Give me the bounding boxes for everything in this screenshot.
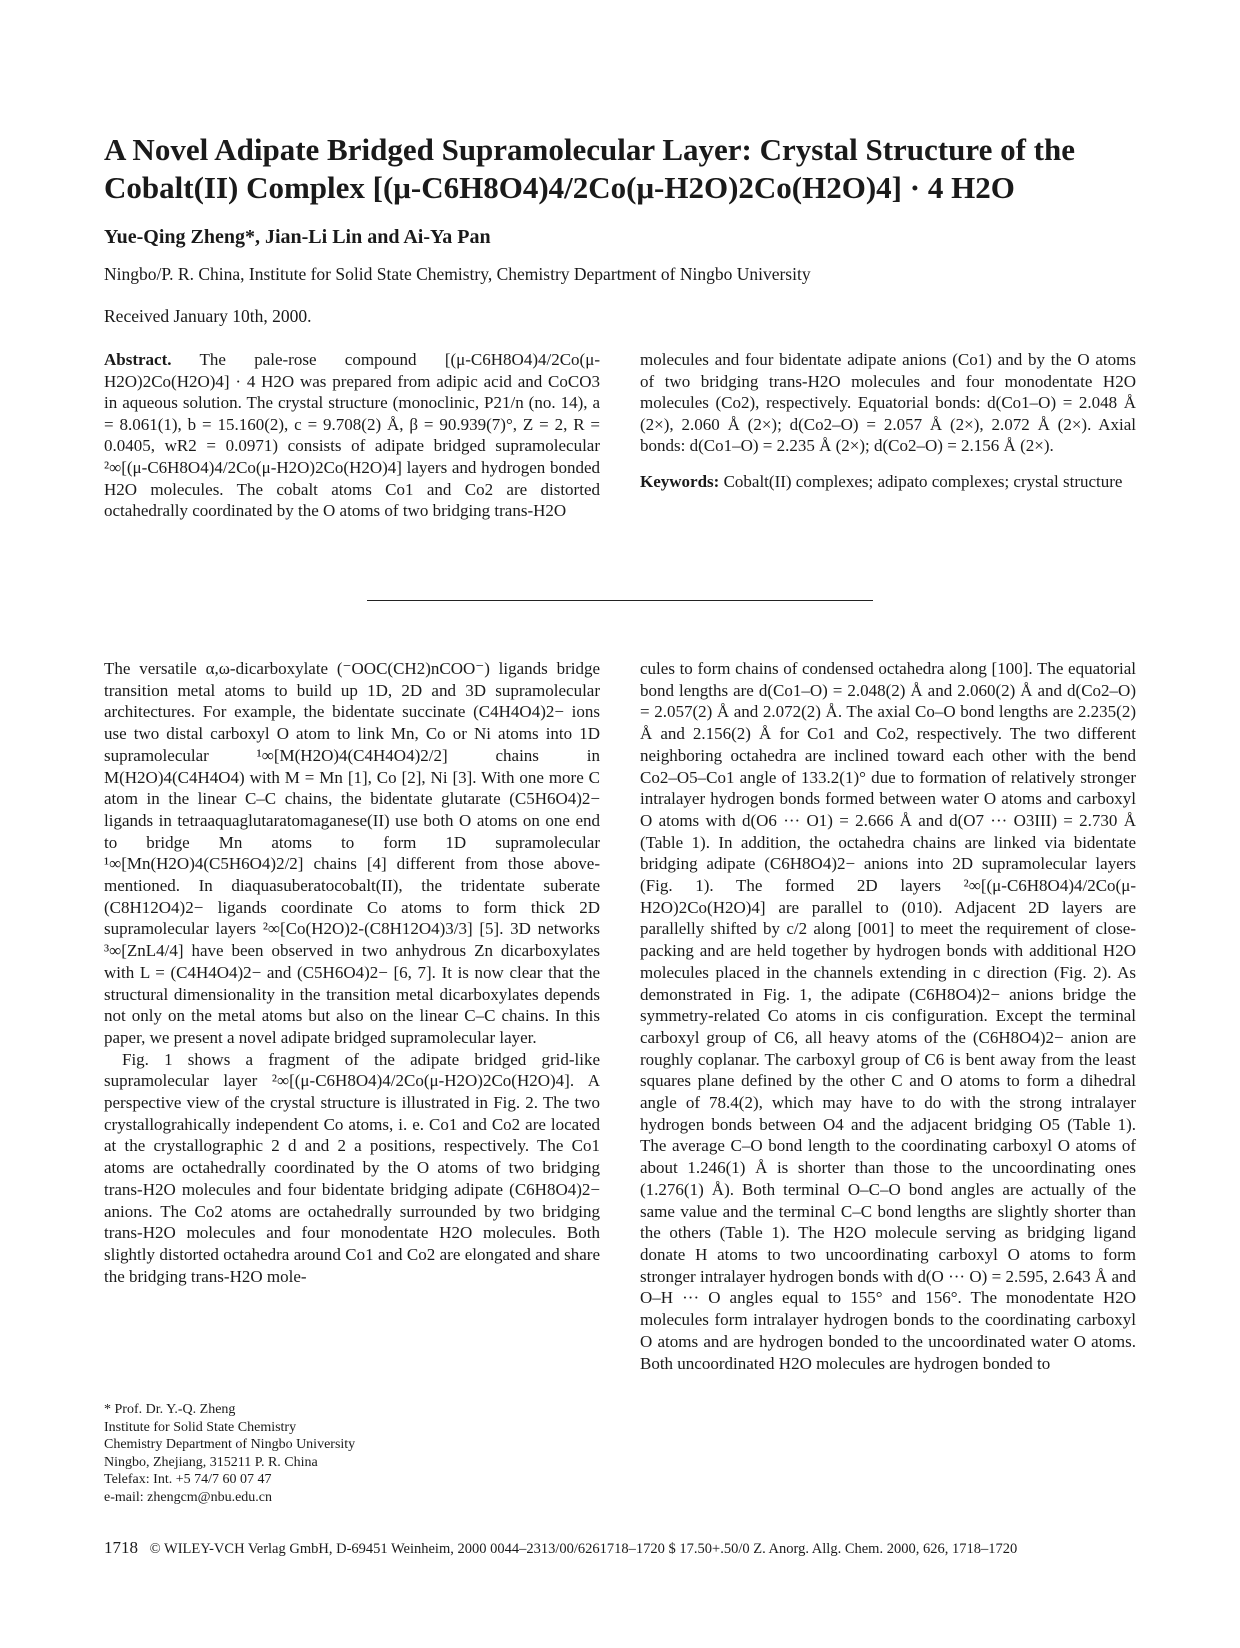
abstract-text-right: molecules and four bidentate adipate anions (Co1) and by the O atoms of two bridging trans-H2O molecules and four monodentate H2O molecules (Co2), respectively. Equatorial bonds: d(Co1–O) = 2.048 Å (2×), 2.060 Å (2×); d(Co2–O) = 2.057 Å (2×), 2.072 Å (2×). Axial bonds: d(Co1–O) = 2.235 Å (2×); d(Co2–O) = 2.156 Å (2×). [640,350,1136,456]
page-number: 1718 [104,1538,138,1557]
abstract-label: Abstract. [104,350,172,369]
footnote-line: Telefax: Int. +5 74/7 60 07 47 [104,1472,272,1487]
corresponding-author-footnote [104,1401,355,1506]
paper-title: A Novel Adipate Bridged Supramolecular Layer: Crystal Structure of the Cobalt(II) Complex [(μ-C6H8O4)4/2Co(μ-H2O)2Co(H2O)4] · 4 H2O [104,132,1075,205]
body-paragraph: The versatile α,ω-dicarboxylate (⁻OOC(CH2)nCOO⁻) ligands bridge transition metal atoms to build up 1D, 2D and 3D supramolecular architectures. For example, the bidentate succinate (C4H4O4)2− ions use two distal carboxyl O atom to link Mn, Co or Ni atoms into 1D supramolecular ¹∞[M(H2O)4(C4H4O4)2/2] chains in M(H2O)4(C4H4O4) with M = Mn [1], Co [2], Ni [3]. With one more C atom in the linear C–C chains, the bidentate glutarate (C5H6O4)2− ligands in tetraaquaglutaratomaganese(II) use both O atoms on one end to bridge Mn atoms to form 1D supramolecular ¹∞[Mn(H2O)4(C5H6O4)2/2] chains [4] different from those above-mentioned. In diaquasuberatocobalt(II), the tridentate suberate (C8H12O4)2− ligands coordinate Co atoms to form thick 2D supramolecular layers ²∞[Co(H2O)2-(C8H12O4)3/3] [5]. 3D networks ³∞[ZnL4/4] have been observed in two anhydrous Zn dicarboxylates with L = (C4H4O4)2− and (C5H6O4)2− [6, 7]. It is now clear that the structural dimensionality in the transition metal dicarboxylates depends not only on the metal atoms but also on the linear C–C chains. In this paper, we present a novel adipate bridged supramolecular layer. [104,659,600,1047]
body-paragraph: Fig. 1 shows a fragment of the adipate bridged grid-like supramolecular layer ²∞[(μ-C6H8O4)4/2Co(μ-H2O)2Co(H2O)4]. A perspective view of the crystal structure is illustrated in Fig. 2. The two crystallograhically independent Co atoms, i. e. Co1 and Co2 are located at the crystallographic 2 d and 2 a positions, respectively. The Co1 atoms are octahedrally coordinated by the O atoms of two bridging trans-H2O molecules and four bidentate bridging adipate (C6H8O4)2− anions. The Co2 atoms are octahedrally surrounded by two bridging trans-H2O molecules and four monodentate H2O molecules. Both slightly distorted octahedra around Co1 and Co2 are elongated and share the bridging trans-H2O mole- [104,1049,600,1286]
authors: Yue-Qing Zheng*, Jian-Li Lin and Ai-Ya Pan [104,226,491,248]
abstract-text-left: The pale-rose compound [(μ-C6H8O4)4/2Co(μ-H2O)2Co(H2O)4] · 4 H2O was prepared from adipic acid and CoCO3 in aqueous solution. The crystal structure (monoclinic, P21/n (no. 14), a = 8.061(1), b = 15.160(2), c = 9.708(2) Å, β = 90.939(7)°, Z = 2, R = 0.0405, wR2 = 0.0971) consists of adipate bridged supramolecular ²∞[(μ-C6H8O4)4/2Co(μ-H2O)2Co(H2O)4] layers and hydrogen bonded H2O molecules. The cobalt atoms Co1 and Co2 are distorted octahedrally coordinated by the O atoms of two bridging trans-H2O [104,350,600,521]
footnote-line: e-mail: zhengcm@nbu.edu.cn [104,1489,272,1505]
received-date: Received January 10th, 2000. [104,306,312,326]
footnote-line: Ningbo, Zhejiang, 315211 P. R. China [104,1454,318,1470]
footnote-line: Chemistry Department of Ningbo University [104,1437,356,1452]
footnote-line: * Prof. Dr. Y.-Q. Zheng [104,1402,236,1417]
keywords-text: Cobalt(II) complexes; adipato complexes; crystal structure [723,471,1123,491]
page-footer [104,1538,1017,1558]
body-paragraph: cules to form chains of condensed octahedra along [100]. The equatorial bond lengths are d(Co1–O) = 2.048(2) Å and 2.060(2) Å and d(Co2–O) = 2.057(2) Å and 2.072(2) Å. The axial Co–O bond lengths are 2.235(2) Å and 2.156(2) Å for Co1 and Co2, respectively. The two different neighboring octahedra are inclined toward each other with the bend Co2–O5–Co1 angle of 133.2(1)° due to formation of relatively stronger intralayer hydrogen bonds formed between water O atoms and carboxyl O atoms with d(O6 ··· O1) = 2.666 Å and d(O7 ··· O3III) = 2.730 Å (Table 1). In addition, the octahedra chains are linked via bidentate bridging adipate (C6H8O4)2− anions into 2D supramolecular layers (Fig. 1). The formed 2D layers ²∞[(μ-C6H8O4)4/2Co(μ-H2O)2Co(H2O)4] are parallel to (010). Adjacent 2D layers are parallelly shifted by c/2 along [001] to meet the requirement of close-packing and are held together by hydrogen bonds with additional H2O molecules placed in the channels extending in c direction (Fig. 2). As demonstrated in Fig. 1, the adipate (C6H8O4)2− anions bridge the symmetry-related Co atoms in cis configuration. Except the terminal carboxyl group of C6, all heavy atoms of the (C6H8O4)2− anion are roughly coplanar. The carboxyl group of C6 is bent away from the least squares plane defined by the other C and O atoms to form a dihedral angle of 78.4(2), which may have to do with the strong intralayer hydrogen bonds between O4 and the adjacent bridging O5 (Table 1). The average C–O bond length to the coordinating carboxyl O atoms of about 1.246(1) Å is shorter than those to the uncoordinating ones (1.276(1) Å). Both terminal O–C–O bond angles are actually of the same value and the terminal C–C bond lengths are slightly shorter than the others (Table 1). The H2O molecule serving as bridging ligand donate H atoms to two uncoordinating carboxyl O atoms to form stronger intralayer hydrogen bonds with d(O ··· O) = 2.595, 2.643 Å and O–H ··· O angles equal to 155° and 156°. The monodentate H2O molecules form intralayer hydrogen bonds to the coordinating carboxyl O atoms and are hydrogen bonded to the uncoordinated water O atoms. Both uncoordinated H2O molecules are hydrogen bonded to [640,659,1136,1373]
footer-citation: © WILEY-VCH Verlag GmbH, D-69451 Weinheim, 2000 0044–2313/00/6261718–1720 $ 17.50+.50/0 Z. Anorg. Allg. Chem. 2000, 626, 1718–1720 [149,1541,1018,1557]
abstract-left [104,349,600,522]
footnote-line: Institute for Solid State Chemistry [104,1419,297,1435]
keywords-label: Keywords: [640,471,720,491]
section-divider [367,600,873,601]
body-column-right [640,658,1136,1374]
body-column-left [104,658,600,1287]
keywords [640,471,1136,493]
affiliation: Ningbo/P. R. China, Institute for Solid State Chemistry, Chemistry Department of Ningbo University [104,264,811,284]
abstract-right [640,349,1136,493]
